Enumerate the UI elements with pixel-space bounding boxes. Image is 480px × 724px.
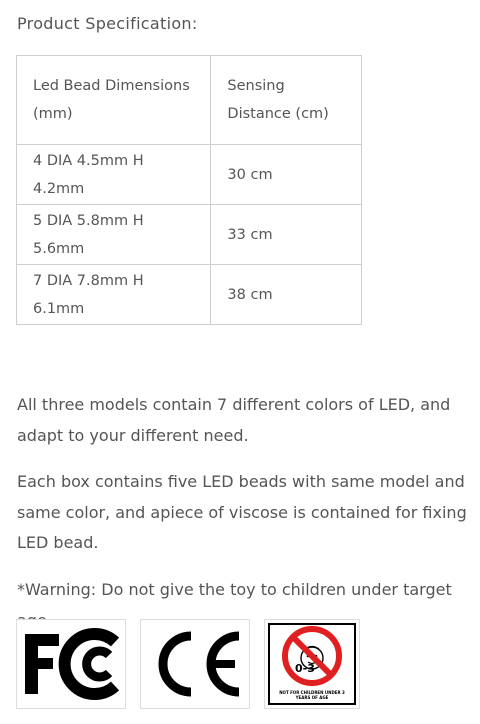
table-header-row (17, 56, 362, 145)
cell-dimensions: 4 DIA 4.5mm H 4.2mm (17, 145, 211, 205)
cell-distance: 33 cm (211, 205, 362, 265)
fcc-logo-icon (17, 620, 125, 708)
ce-logo-icon (141, 620, 249, 708)
certification-logos (16, 619, 360, 709)
paragraph-warning: *Warning: Do not give the toy to children under target (17, 580, 452, 599)
header-dimensions: Led Bead Dimensions (mm) (17, 56, 211, 145)
table-row (17, 145, 362, 205)
paragraph-box-contents: Each box contains five LED beads with same model and same color, and apiece of viscose is contained for fixing LED bead. (17, 472, 467, 552)
spec-heading: Product Specification: (17, 14, 198, 33)
cell-dimensions: 7 DIA 7.8mm H 6.1mm (17, 265, 211, 325)
age-range-text: 0-3 (295, 662, 315, 675)
table-row (17, 265, 362, 325)
spec-table (16, 55, 362, 325)
cell-dimensions: 5 DIA 5.8mm H 5.6mm (17, 205, 211, 265)
age-warning-logo (264, 619, 360, 709)
paragraph-colors: All three models contain 7 different colors of LED, and adapt to your different need. (17, 395, 451, 445)
age-warning-caption: NOT FOR CHILDREN UNDER 3 YEARS OF AGE (279, 690, 345, 700)
cell-distance: 38 cm (211, 265, 362, 325)
ce-logo (140, 619, 250, 709)
table-row (17, 205, 362, 265)
fcc-logo (16, 619, 126, 709)
cell-distance: 30 cm (211, 145, 362, 205)
header-sensing-distance: Sensing Distance (cm) (211, 56, 362, 145)
